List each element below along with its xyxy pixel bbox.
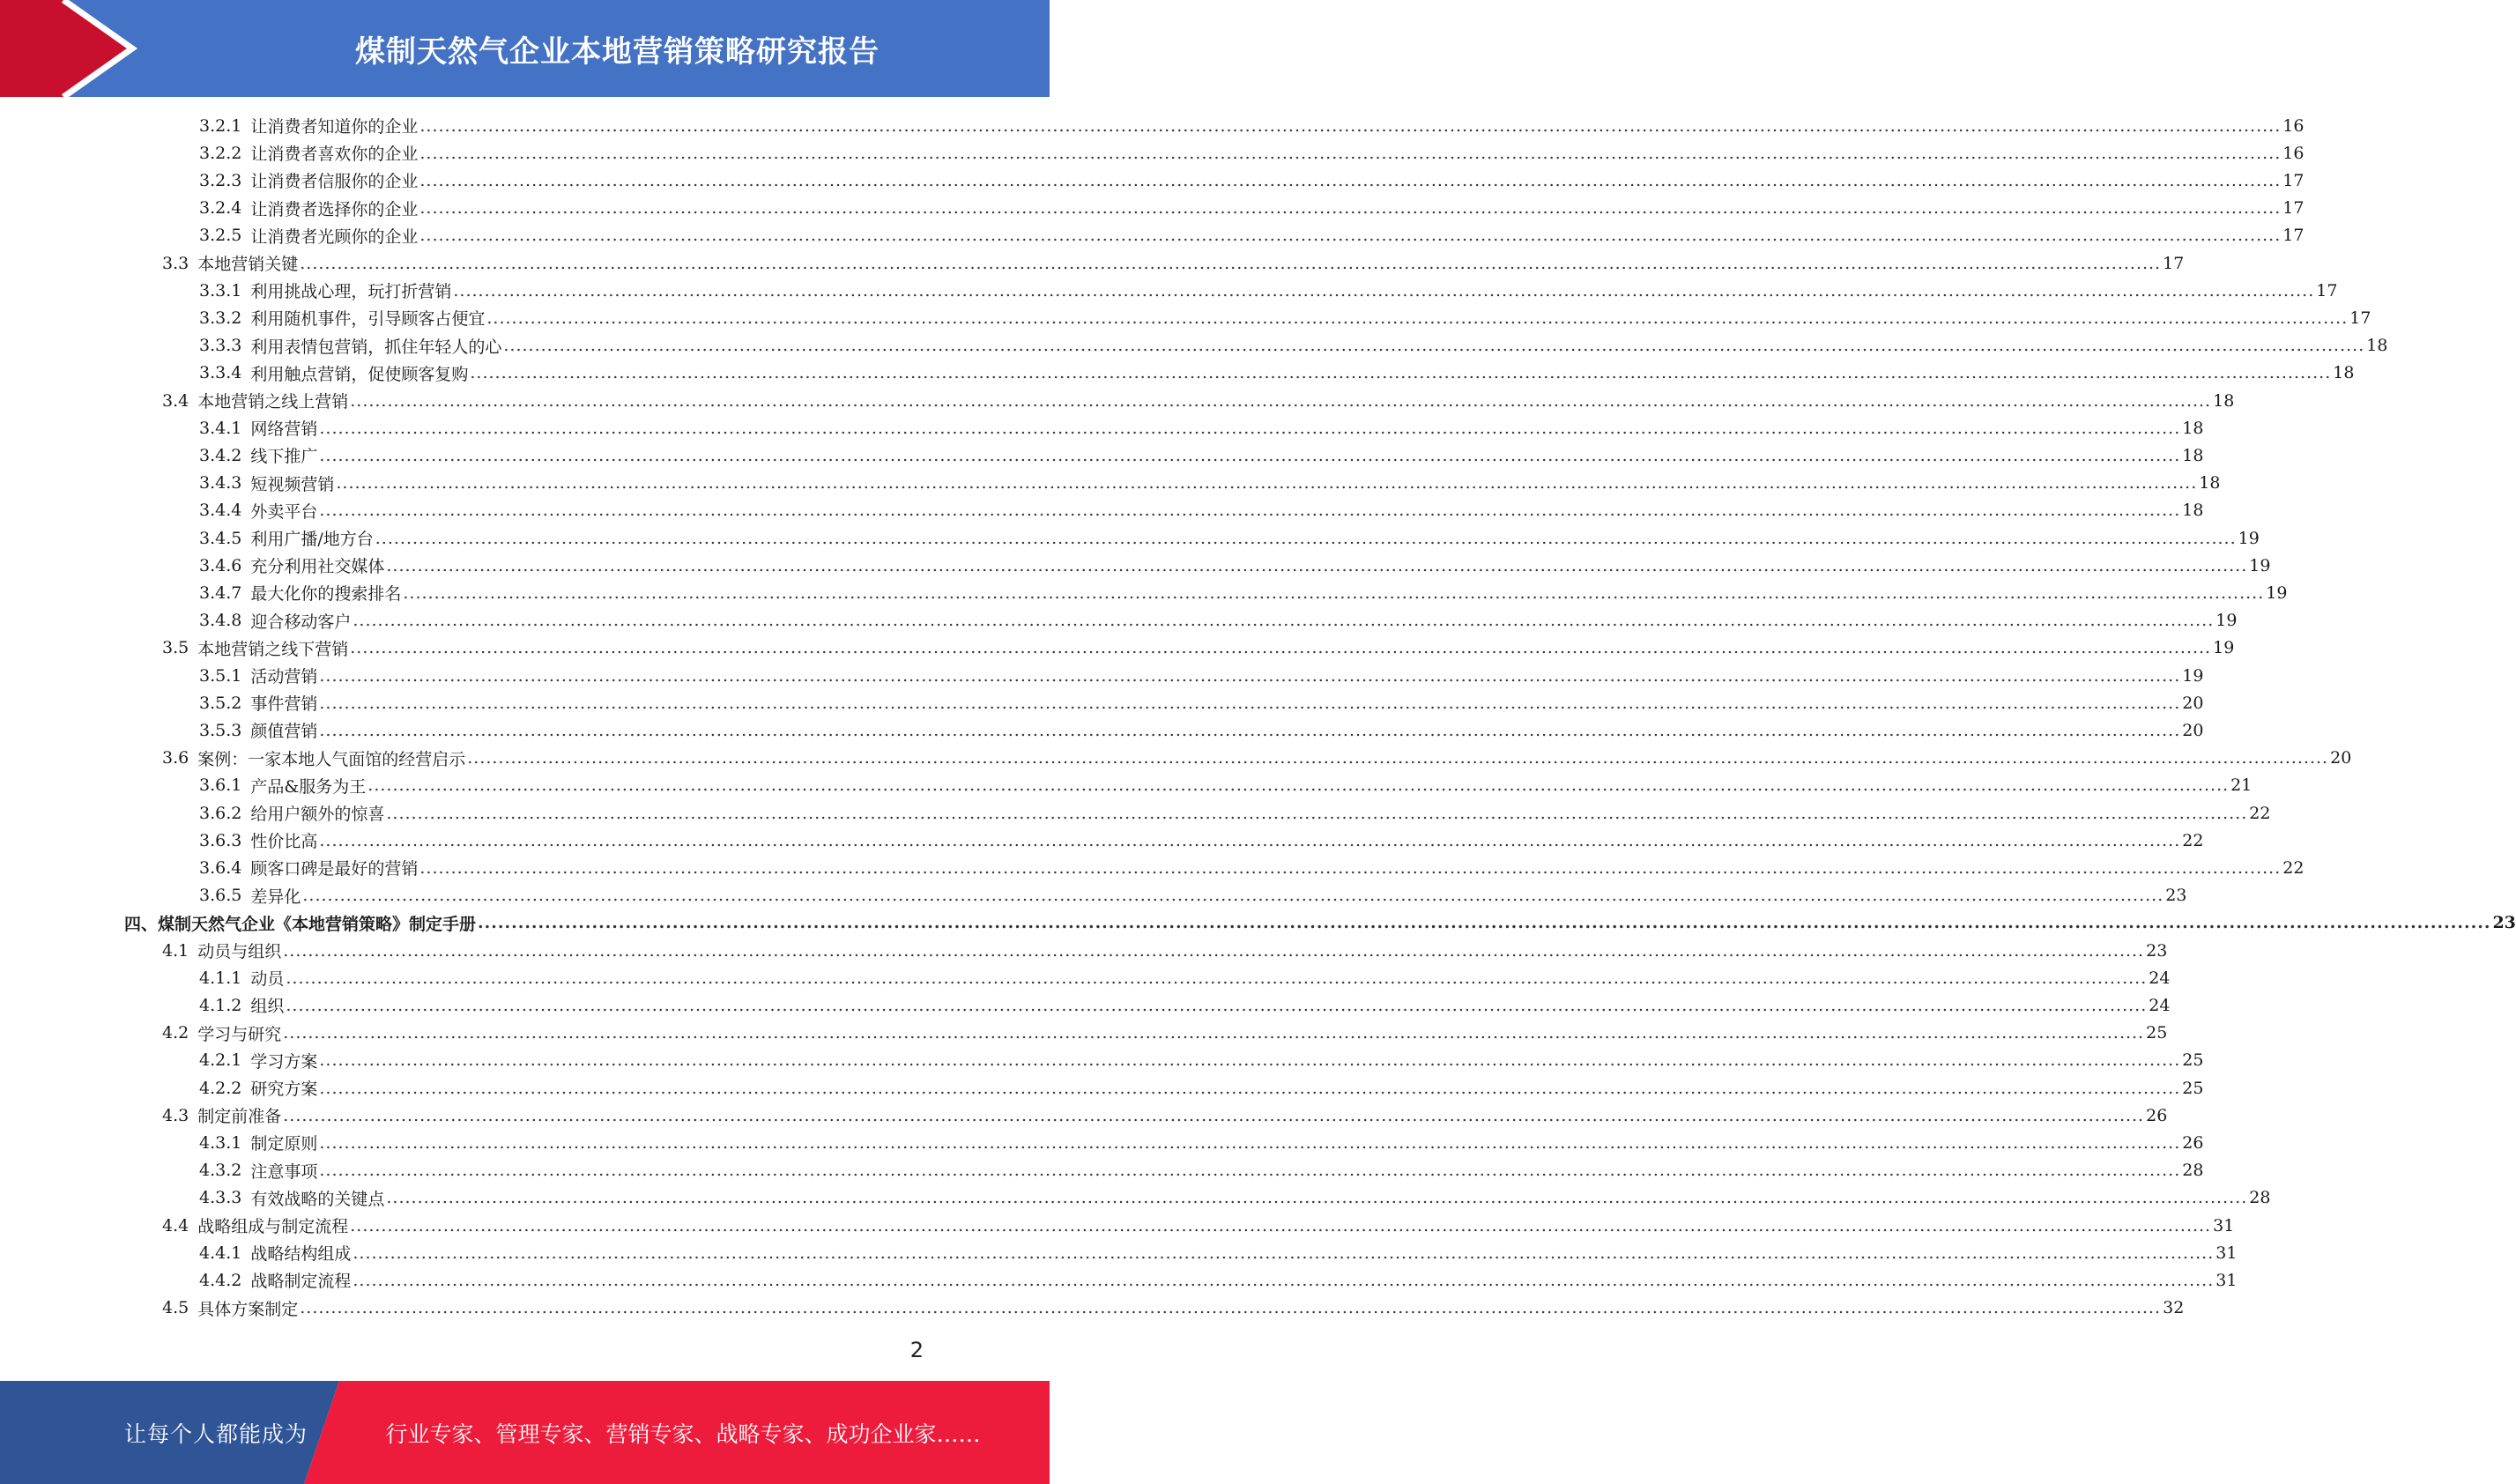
toc-entry-label: 颜值营销: [250, 722, 318, 742]
toc-entry-page: 22: [2282, 857, 2304, 878]
toc-entry-page: 18: [2333, 363, 2355, 383]
toc-entry-page: 24: [2149, 995, 2171, 1015]
toc-dot-leader: ............................................................................................................................................................................................................................................................................................................: [319, 501, 2181, 521]
toc-entry-page: 31: [2213, 1215, 2235, 1235]
toc-entry-label: 组织: [250, 997, 285, 1017]
toc-entry-label: 学习与研究: [197, 1024, 282, 1044]
toc-dot-leader: ............................................................................................................................................................................................................................................................................................................: [419, 143, 2282, 163]
toc-entry-number: 4.1.2: [199, 995, 242, 1015]
toc-entry[interactable]: [199, 112, 2304, 139]
toc-entry-label: 让消费者喜欢你的企业: [250, 145, 419, 165]
page-footer: [0, 1381, 1050, 1484]
toc-entry-label: 战略制定流程: [250, 1272, 352, 1292]
toc-entry-number: 3.6.4: [199, 857, 242, 878]
toc-entry-number: 3.4.6: [199, 555, 242, 575]
toc-entry-page: 21: [2230, 775, 2253, 796]
toc-entry[interactable]: [199, 799, 2271, 827]
toc-entry[interactable]: [199, 689, 2204, 716]
toc-entry[interactable]: [199, 1157, 2204, 1184]
toc-entry-page: 25: [2182, 1078, 2204, 1098]
document-title: 煤制天然气企业本地营销策略研究报告: [355, 33, 879, 70]
toc-dot-leader: ............................................................................................................................................................................................................................................................................................................: [419, 170, 2282, 190]
toc-dot-leader: ............................................................................................................................................................................................................................................................................................................: [353, 1270, 2215, 1290]
toc-entry-label: 四、煤制天然气企业《本地营销策略》制定手册: [124, 914, 477, 934]
toc-entry-page: 26: [2182, 1132, 2204, 1153]
toc-entry-label: 具体方案制定: [197, 1299, 299, 1319]
toc-entry-number: 3.4: [162, 390, 189, 411]
toc-entry-number: 4.4.1: [199, 1243, 242, 1263]
toc-entry-number: 3.6.2: [199, 803, 242, 823]
toc-entry-label: 顾客口碑是最好的营销: [250, 859, 419, 879]
toc-entry-number: 4.3.2: [199, 1161, 242, 1181]
toc-entry-label: 让消费者光顾你的企业: [250, 226, 419, 247]
toc-entry[interactable]: [162, 745, 2352, 772]
toc-dot-leader: ............................................................................................................................................................................................................................................................................................................: [367, 775, 2230, 796]
toc-entry[interactable]: [199, 964, 2171, 991]
toc-entry-number: 4.2: [162, 1023, 189, 1043]
toc-entry-label: 制定原则: [250, 1134, 318, 1154]
footer-expert-list: 行业专家、管理专家、营销专家、战略专家、成功企业家……: [385, 1421, 981, 1447]
toc-dot-leader: ............................................................................................................................................................................................................................................................................................................: [283, 1105, 2145, 1125]
toc-entry-label: 案例：一家本地人气面馆的经营启示: [197, 749, 466, 769]
toc-entry-page: 23: [2146, 940, 2168, 961]
toc-entry-label: 让消费者选择你的企业: [250, 199, 419, 219]
toc-dot-leader: ............................................................................................................................................................................................................................................................................................................: [319, 445, 2181, 465]
toc-entry-label: 战略结构组成: [250, 1244, 352, 1265]
toc-entry-page: 19: [2213, 638, 2235, 658]
toc-entry-page: 26: [2146, 1105, 2168, 1125]
toc-entry-label: 事件营销: [250, 694, 318, 715]
toc-entry-label: 差异化: [250, 887, 301, 907]
toc-dot-leader: ............................................................................................................................................................................................................................................................................................................: [350, 390, 2212, 411]
toc-dot-leader: ............................................................................................................................................................................................................................................................................................................: [283, 940, 2145, 961]
toc-entry-label: 利用广播/地方台: [250, 530, 374, 549]
toc-entry-page: 24: [2149, 968, 2171, 988]
toc-entry-number: 3.4.2: [199, 445, 242, 465]
toc-dot-leader: ............................................................................................................................................................................................................................................................................................................: [419, 115, 2282, 136]
toc-entry-label: 外卖平台: [250, 501, 318, 522]
toc-dot-leader: ............................................................................................................................................................................................................................................................................................................: [419, 226, 2282, 246]
toc-entry-number: 3.4.5: [199, 528, 242, 548]
footer-slogan: 让每个人都能成为: [123, 1421, 308, 1447]
toc-entry[interactable]: [199, 552, 2271, 579]
toc-dot-leader: ............................................................................................................................................................................................................................................................................................................: [350, 1215, 2212, 1235]
toc-dot-leader: ............................................................................................................................................................................................................................................................................................................: [419, 198, 2282, 219]
toc-entry-label: 本地营销之线上营销: [197, 392, 349, 412]
toc-entry-page: 19: [2215, 611, 2238, 631]
toc-entry[interactable]: [199, 414, 2204, 441]
toc-entry-page: 19: [2238, 528, 2260, 548]
toc-entry-number: 3.2.3: [199, 170, 242, 190]
toc-entry-page: 25: [2146, 1023, 2168, 1043]
toc-entry-label: 注意事项: [250, 1161, 318, 1182]
toc-entry[interactable]: [199, 662, 2204, 689]
toc-dot-leader: ............................................................................................................................................................................................................................................................................................................: [319, 720, 2181, 740]
toc-dot-leader: ............................................................................................................................................................................................................................................................................................................: [350, 638, 2212, 658]
toc-entry-number: 3.5.3: [199, 720, 242, 740]
toc-entry-page: 19: [2249, 555, 2271, 575]
toc-entry[interactable]: [199, 1184, 2271, 1212]
toc-entry-label: 迎合移动客户: [250, 612, 352, 632]
toc-entry[interactable]: [162, 387, 2235, 414]
toc-entry-label: 研究方案: [250, 1080, 318, 1099]
toc-entry[interactable]: [199, 524, 2260, 552]
toc-entry[interactable]: [199, 277, 2338, 304]
toc-dot-leader: ............................................................................................................................................................................................................................................................................................................: [300, 1298, 2162, 1318]
toc-entry-label: 动员: [250, 969, 285, 990]
toc-entry[interactable]: [199, 991, 2171, 1019]
toc-entry-number: 4.1: [162, 940, 189, 961]
toc-entry-label: 利用随机事件，引导顾客占便宜: [250, 309, 486, 330]
toc-entry-page: 28: [2249, 1188, 2271, 1208]
toc-entry[interactable]: [199, 222, 2304, 249]
toc-entry[interactable]: [199, 607, 2238, 634]
toc-dot-leader: ............................................................................................................................................................................................................................................................................................................: [353, 1243, 2215, 1263]
page-number: 2: [909, 1338, 924, 1362]
toc-entry[interactable]: [199, 1074, 2204, 1102]
toc-entry-number: 4.2.1: [199, 1050, 242, 1071]
toc-entry-number: 3.2.2: [199, 143, 242, 163]
toc-entry-label: 制定前准备: [197, 1107, 282, 1127]
toc-entry[interactable]: [199, 716, 2204, 744]
toc-dot-leader: ............................................................................................................................................................................................................................................................................................................: [319, 418, 2181, 438]
toc-dot-leader: ............................................................................................................................................................................................................................................................................................................: [503, 336, 2365, 356]
toc-entry-label: 线下推广: [250, 447, 318, 467]
toc-entry[interactable]: [162, 1212, 2235, 1239]
toc-entry-number: 4.4.2: [199, 1270, 242, 1290]
toc-entry-page: 23: [2165, 886, 2187, 906]
toc-entry-number: 3.3.4: [199, 363, 242, 383]
toc-dot-leader: ............................................................................................................................................................................................................................................................................................................: [319, 1161, 2181, 1181]
toc-entry-label: 活动营销: [250, 667, 318, 686]
toc-dot-leader: ............................................................................................................................................................................................................................................................................................................: [375, 528, 2237, 548]
toc-entry[interactable]: [199, 827, 2204, 854]
toc-dot-leader: ............................................................................................................................................................................................................................................................................................................: [302, 886, 2164, 906]
toc-entry-page: 18: [2366, 336, 2388, 356]
toc-entry-page: 18: [2182, 445, 2204, 465]
toc-entry-page: 22: [2182, 830, 2204, 850]
toc-entry[interactable]: [162, 937, 2168, 964]
toc-entry-number: 3.2.5: [199, 226, 242, 246]
toc-entry-page: 17: [2316, 280, 2338, 301]
toc-entry-number: 3.2.4: [199, 198, 242, 219]
toc-entry-page: 17: [2349, 308, 2371, 328]
toc-entry-page: 18: [2182, 501, 2204, 521]
toc-entry[interactable]: [124, 909, 2516, 937]
toc-entry-label: 利用表情包营销，抓住年轻人的心: [250, 337, 502, 357]
toc-entry-page: 16: [2282, 115, 2304, 136]
toc-entry-number: 3.4.7: [199, 582, 242, 603]
toc-dot-leader: ............................................................................................................................................................................................................................................................................................................: [486, 308, 2349, 328]
toc-entry-number: 3.4.1: [199, 418, 242, 438]
toc-entry-number: 3.2.1: [199, 115, 242, 136]
toc-entry-label: 性价比高: [250, 832, 318, 852]
toc-entry-label: 有效战略的关键点: [250, 1189, 385, 1209]
toc-entry-number: 4.4: [162, 1215, 189, 1235]
toc-entry-label: 战略组成与制定流程: [197, 1217, 349, 1236]
toc-dot-leader: ............................................................................................................................................................................................................................................................................................................: [453, 280, 2315, 301]
toc-dot-leader: ............................................................................................................................................................................................................................................................................................................: [286, 995, 2148, 1015]
toc-entry-page: 16: [2282, 143, 2304, 163]
toc-entry-page: 22: [2249, 803, 2271, 823]
toc-entry-page: 17: [2282, 198, 2304, 219]
toc-entry-page: 31: [2215, 1243, 2238, 1263]
toc-entry-number: 4.3.3: [199, 1188, 242, 1208]
toc-entry-page: 19: [2266, 582, 2288, 603]
toc-entry-number: 3.3.2: [199, 308, 242, 328]
toc-entry-page: 28: [2182, 1161, 2204, 1181]
toc-entry[interactable]: [199, 772, 2253, 799]
toc-entry[interactable]: [199, 304, 2371, 331]
toc-dot-leader: ............................................................................................................................................................................................................................................................................................................: [319, 830, 2181, 850]
toc-dot-leader: ............................................................................................................................................................................................................................................................................................................: [467, 748, 2329, 768]
toc-entry-number: 3.6.1: [199, 775, 242, 796]
toc-entry[interactable]: [199, 579, 2288, 606]
toc-entry[interactable]: [199, 854, 2304, 881]
toc-entry-number: 3.6: [162, 748, 189, 768]
toc-entry-label: 短视频营销: [250, 474, 335, 494]
toc-dot-leader: ............................................................................................................................................................................................................................................................................................................: [353, 611, 2215, 631]
toc-entry[interactable]: [199, 882, 2187, 909]
toc-entry-page: 20: [2182, 693, 2204, 713]
toc-dot-leader: ............................................................................................................................................................................................................................................................................................................: [319, 1050, 2181, 1071]
toc-entry-label: 利用触点营销，促使顾客复购: [250, 364, 469, 384]
toc-entry[interactable]: [199, 139, 2304, 167]
toc-entry-page: 23: [2492, 913, 2516, 933]
toc-entry[interactable]: [199, 332, 2388, 360]
toc-entry-label: 动员与组织: [197, 942, 282, 961]
toc-entry[interactable]: [199, 470, 2221, 497]
toc-entry-number: 4.1.1: [199, 968, 242, 988]
toc-entry-label: 最大化你的搜索排名: [250, 584, 402, 605]
toc-entry-number: 3.5.1: [199, 665, 242, 686]
toc-entry-page: 31: [2215, 1270, 2238, 1290]
toc-entry-label: 充分利用社交媒体: [250, 557, 385, 577]
toc-entry-label: 产品&服务为王: [250, 776, 367, 797]
toc-dot-leader: ............................................................................................................................................................................................................................................................................................................: [319, 665, 2181, 686]
toc-entry-label: 利用挑战心理，玩打折营销: [250, 282, 452, 302]
toc-entry-number: 3.5: [162, 638, 189, 658]
toc-entry-number: 3.6.5: [199, 886, 242, 906]
toc-entry[interactable]: [199, 360, 2355, 387]
toc-entry-label: 给用户额外的惊喜: [250, 805, 385, 824]
page-header: [0, 0, 1050, 97]
toc-entry[interactable]: [199, 1047, 2204, 1074]
toc-entry-label: 本地营销之线下营销: [197, 639, 349, 659]
toc-entry-number: 3.4.8: [199, 611, 242, 631]
toc-entry-number: 3.4.3: [199, 473, 242, 493]
toc-entry-number: 3.3.1: [199, 280, 242, 301]
toc-entry-page: 32: [2163, 1298, 2185, 1318]
toc-entry-label: 学习方案: [250, 1051, 318, 1072]
toc-dot-leader: ............................................................................................................................................................................................................................................................................................................: [470, 363, 2332, 383]
toc-entry-number: 3.5.2: [199, 693, 242, 713]
toc-dot-leader: ............................................................................................................................................................................................................................................................................................................: [386, 555, 2248, 575]
toc-entry[interactable]: [199, 1129, 2204, 1156]
toc-dot-leader: ............................................................................................................................................................................................................................................................................................................: [478, 913, 2491, 933]
toc-entry[interactable]: [199, 441, 2204, 469]
toc-entry-page: 17: [2163, 253, 2185, 273]
toc-entry-page: 18: [2199, 473, 2221, 493]
toc-entry-page: 19: [2182, 665, 2204, 686]
toc-entry-number: 4.5: [162, 1298, 189, 1318]
toc-dot-leader: ............................................................................................................................................................................................................................................................................................................: [319, 1078, 2181, 1098]
toc-entry[interactable]: [199, 1266, 2238, 1294]
toc-entry-number: 3.6.3: [199, 830, 242, 850]
toc-dot-leader: ............................................................................................................................................................................................................................................................................................................: [300, 253, 2162, 273]
toc-dot-leader: ............................................................................................................................................................................................................................................................................................................: [283, 1023, 2145, 1043]
toc-entry[interactable]: [162, 634, 2235, 662]
toc-entry-page: 20: [2330, 748, 2352, 768]
toc-entry-label: 让消费者信服你的企业: [250, 172, 419, 192]
toc-entry[interactable]: [162, 249, 2185, 277]
toc-dot-leader: ............................................................................................................................................................................................................................................................................................................: [319, 693, 2181, 713]
toc-entry[interactable]: [199, 497, 2204, 524]
toc-entry[interactable]: [162, 1295, 2185, 1322]
toc-entry-page: 17: [2282, 170, 2304, 190]
toc-dot-leader: ............................................................................................................................................................................................................................................................................................................: [386, 803, 2248, 823]
toc-dot-leader: ............................................................................................................................................................................................................................................................................................................: [386, 1188, 2248, 1208]
toc-dot-leader: ............................................................................................................................................................................................................................................................................................................: [336, 473, 2198, 493]
toc-entry-page: 25: [2182, 1050, 2204, 1071]
toc-entry-page: 18: [2182, 418, 2204, 438]
toc-entry[interactable]: [162, 1102, 2168, 1129]
toc-entry-label: 本地营销关键: [197, 255, 299, 274]
toc-entry[interactable]: [162, 1020, 2168, 1047]
toc-entry-number: 3.3.3: [199, 336, 242, 356]
toc-entry[interactable]: [199, 1239, 2238, 1266]
toc-dot-leader: ............................................................................................................................................................................................................................................................................................................: [286, 968, 2148, 988]
toc-entry-number: 4.2.2: [199, 1078, 242, 1098]
toc-entry-page: 17: [2282, 226, 2304, 246]
toc-entry-page: 20: [2182, 720, 2204, 740]
toc-entry-label: 网络营销: [250, 419, 318, 440]
toc-entry-number: 4.3.1: [199, 1132, 242, 1153]
toc-dot-leader: ............................................................................................................................................................................................................................................................................................................: [319, 1132, 2181, 1153]
toc-entry-label: 让消费者知道你的企业: [250, 117, 419, 137]
toc-dot-leader: ............................................................................................................................................................................................................................................................................................................: [419, 857, 2282, 878]
toc-entry-number: 3.4.4: [199, 501, 242, 521]
toc-entry[interactable]: [199, 167, 2304, 194]
toc-entry[interactable]: [199, 195, 2304, 222]
toc-dot-leader: ............................................................................................................................................................................................................................................................................................................: [403, 582, 2265, 603]
toc-entry-number: 3.3: [162, 253, 189, 273]
toc-entry-page: 18: [2213, 390, 2235, 411]
toc-entry-number: 4.3: [162, 1105, 189, 1125]
